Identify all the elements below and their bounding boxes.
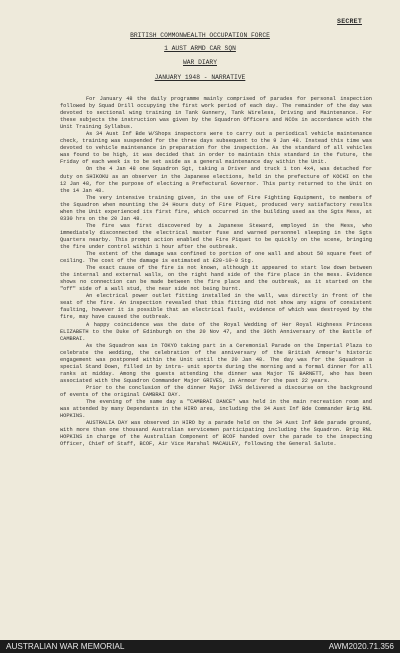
narrative-paragraph: AUSTRALIA DAY was observed in HIRO by a parade held on the 34 Aust Inf Bde parade ground, with more than one thousand Australian servicemen participating including the Squadron. Brig RNL HOPKINS in charge of the Australian Component of BCOF handed over the parade to the inspecting Officer, Chief of Staff, BCOF, Air Vice Marshal MACAULEY, following the General Salute. <box>60 420 372 448</box>
heading-force: BRITISH COMMONWEALTH OCCUPATION FORCE <box>130 32 270 39</box>
narrative-paragraph: The fire was first discovered by a Japanese Steward, employed in the Mess, who immediately disconnected the electrical master fuse and warned personnel sleeping in the Sgts Quarters nearby. This prompt action enabled the Fire Piquet to be quickly on the scene, bringing the fire under control within 1 hour after the outbreak. <box>60 222 372 250</box>
narrative-paragraph: A happy coincidence was the date of the Royal Wedding of Her Royal Highness Princess ELIZABETH to the Duke of Edinburgh on the 20 Nov 47, and the 30th Anniversary of the Battle of CAMBRAI. <box>60 321 372 342</box>
narrative-paragraph: The very intensive training given, in the use of Fire Fighting Equipment, to members of the Squadron when mounting the 24 Hours duty of Fire Piquet, produced very satisfactory results when the Unit experienced its first fire, which occurred in the building used as the Sgts Mess, at 0330 hrs on the 20 Jan 48. <box>60 194 372 222</box>
heading-unit: 1 AUST ARMD CAR SQN <box>164 45 236 52</box>
narrative-paragraph: Prior to the conclusion of the dinner Major IVES delivered a discourse on the background of events of the original CAMBRAI DAY. <box>60 384 372 398</box>
narrative-paragraph: For January 48 the daily programme mainly comprised of parades for personal inspection followed by Squad Drill occupying the first work period of each day. The remainder of the day was devoted to sectional wing training in Tank Gunnery, Tank Wireless, Driving and Maintenance. For these subjects the instruction was given by the Squadron Officers and NCOs in accordance with the Unit Training Syllabus. <box>60 96 372 131</box>
narrative-paragraph: As the Squadron was in TOKYO taking part in a Ceremonial Parade on the Imperial Plaza to celebrate the wedding, the celebration of the anniversary of the British Armour's historic engagement was postponed within the Unit until the 20 Jan 48. The day was for the Squadron a special Stand Down, filled in by intra- unit sports during the morning and a formal dinner for all ranks at midday. Among the guests attending the dinner was Major TE BARNETT, who has been associated with the Squadron Commander Major GRIVES, in Armour for the past 22 years. <box>60 342 372 384</box>
narrative-paragraph: An electrical power outlet fitting installed in the wall, was directly in front of the seat of the fire. An inspection revealed that this fitting did not show any signs of consistent faulting, however it is possible that an electrical fault, evidence of which was destroyed by the fire, may have caused the outbreak. <box>60 293 372 321</box>
narrative-paragraph: On the 4 Jan 48 one Squadron Sgt, taking a Driver and truck 1 ton 4x4, was detached for duty on SHIKOKU as an observer in the Japanese elections, held in the prefecture of KOCHI on the 12 Jan 48, for the purpose of electing a Prefectural Governor. This party returned to the Unit on the 14 Jan 48. <box>60 166 372 194</box>
narrative-paragraph: As 34 Aust Inf Bde W/Shops inspectors were to carry out a periodical vehicle maintenance check, training was suspended for the three days subsequent to the 9 Jan 48. Instead this time was devoted to vehicle maintenance in preparation for the inspection. As the standard of all vehicles was found to be high, it was decided that in order to maintain this standard in the future, the Friday of each week is to be set aside as a general maintenance day within the Unit. <box>60 131 372 166</box>
heading-war-diary: WAR DIARY <box>182 59 217 66</box>
narrative-paragraph: The extent of the damage was confined to portion of one wall and about 50 square feet of ceiling. The cost of the damage is estimated at £20-10-0 Stg. <box>60 251 372 265</box>
narrative-paragraph: The evening of the same day a "CAMBRAI DANCE" was held in the main recreation room and was attended by many Dependants in the HIRO area, including the 34 Aust Inf Bde Commander Brig RNL HOPKINS. <box>60 399 372 420</box>
narrative-body <box>60 96 372 448</box>
classification-marking: SECRET <box>337 18 362 25</box>
archive-reference: AWM2020.71.356 <box>328 642 394 651</box>
archive-footer-bar <box>0 640 400 653</box>
heading-period: JANUARY 1948 - NARRATIVE <box>154 74 246 81</box>
narrative-paragraph: The exact cause of the fire is not known, although it appeared to start low down between the internal and external walls, on the right hand side of the fire place in the mess. Evidence shows no connection can be made between the fire place and the outbreak, as it started on the "off" side of a wall stud, the near side not being burnt. <box>60 265 372 293</box>
archive-name: AUSTRALIAN WAR MEMORIAL <box>6 642 125 651</box>
